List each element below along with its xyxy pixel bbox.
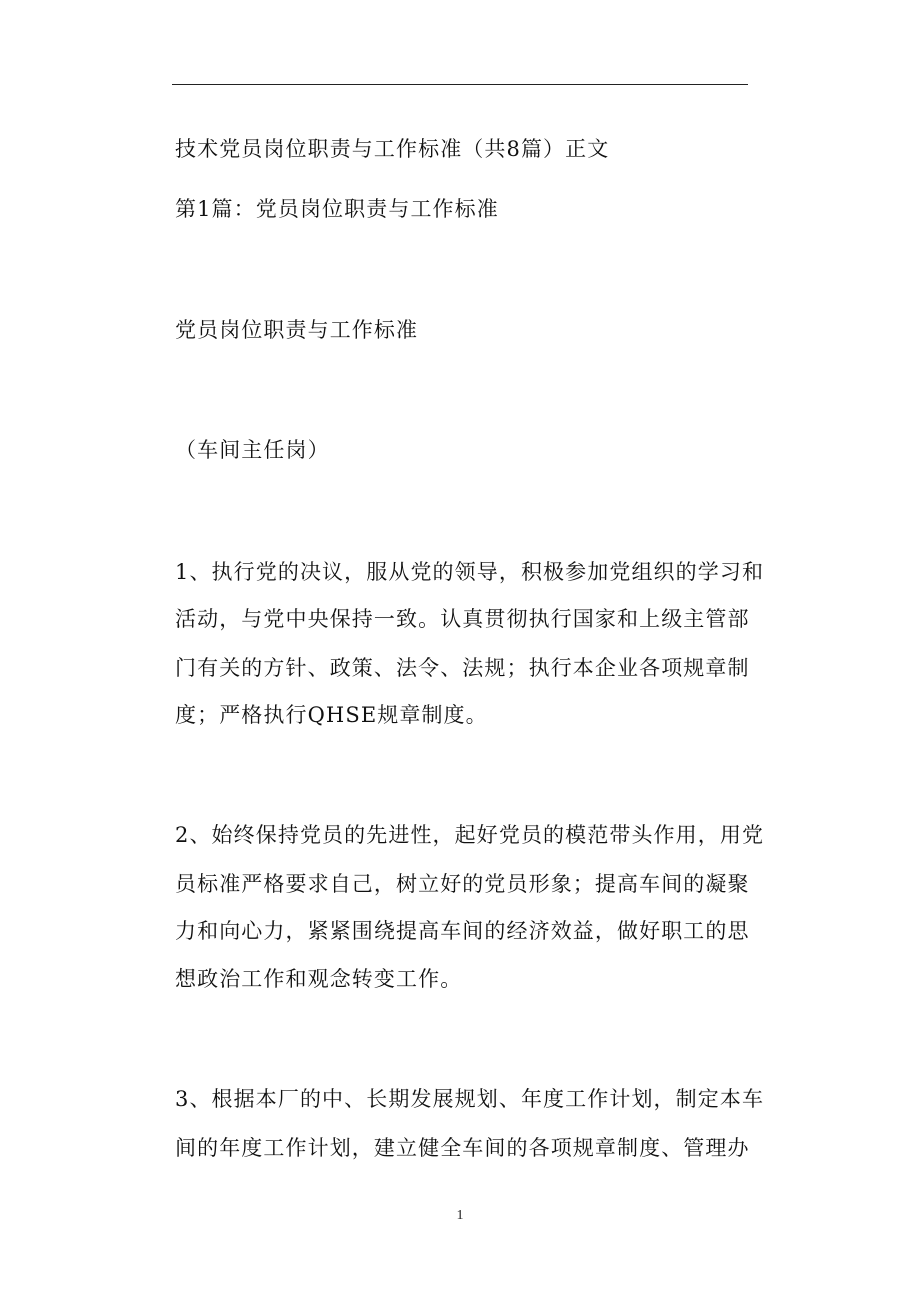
document-title: 技术党员岗位职责与工作标准（共8篇）正文 [175, 137, 610, 161]
paragraph-line: 员标准严格要求自己，树立好的党员形象；提高车间的凝聚 [175, 872, 750, 896]
paragraph-line: 2、始终保持党员的先进性，起好党员的模范带头作用，用党 [175, 823, 765, 847]
header-rule [172, 84, 748, 85]
paragraph-line: 间的年度工作计划，建立健全车间的各项规章制度、管理办 [175, 1136, 750, 1160]
paragraph-line: 活动，与党中央保持一致。认真贯彻执行国家和上级主管部 [175, 607, 750, 631]
paragraph-line: 3、根据本厂的中、长期发展规划、年度工作计划，制定本车 [175, 1087, 765, 1111]
post-label: （车间主任岗） [175, 438, 330, 462]
paragraph-line: 门有关的方针、政策、法令、法规；执行本企业各项规章制 [175, 656, 750, 680]
paragraph-line: 度；严格执行QHSE规章制度。 [175, 703, 488, 727]
paragraph-line: 1、执行党的决议，服从党的领导，积极参加党组织的学习和 [175, 560, 765, 584]
paragraph-line: 力和向心力，紧紧围绕提高车间的经济效益，做好职工的思 [175, 919, 750, 943]
section-heading: 第1篇：党员岗位职责与工作标准 [175, 197, 499, 221]
subtitle: 党员岗位职责与工作标准 [175, 318, 419, 342]
paragraph-line: 想政治工作和观念转变工作。 [175, 967, 463, 991]
page-number: 1 [456, 1208, 464, 1223]
